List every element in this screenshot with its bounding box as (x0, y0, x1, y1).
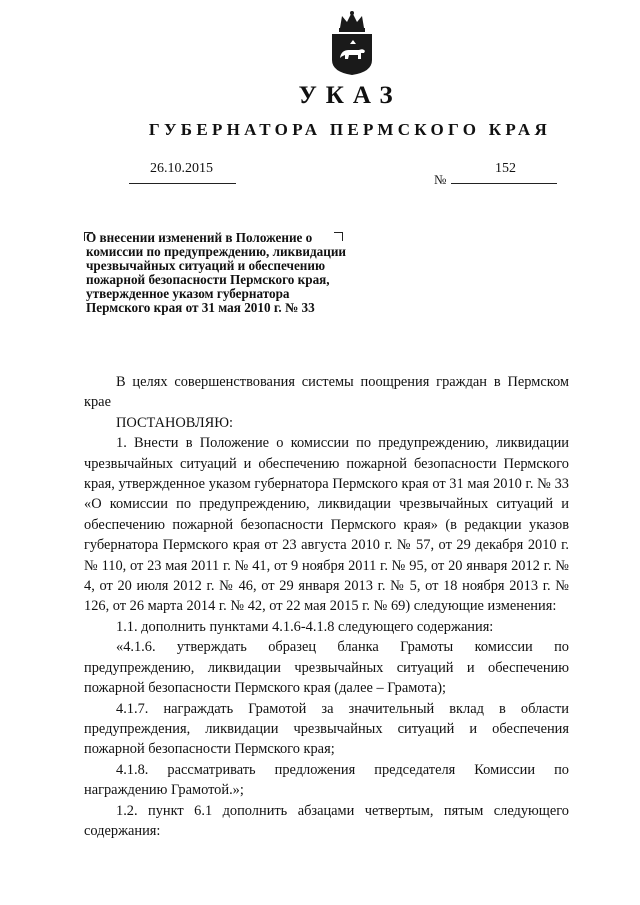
date-underline (129, 183, 236, 184)
document-body (84, 372, 569, 841)
intro-paragraph: В целях совершенствования системы поощрения граждан в Пермском крае (84, 374, 569, 411)
paragraph-4-1-8: 4.1.8. рассматривать предложения председателя Комиссии по награждению Грамотой.»; (84, 761, 569, 799)
paragraph-1: 1. Внести в Положение о комиссии по предупреждению, ликвидации чрезвычайных ситуаций и обеспечению пожарной безопасности Пермского края, утвержденное указом губернатора Пермского края от 31 мая 2010 г. № 33 «О комиссии по предупреждению, ликвидации чрезвычайных ситуаций и обеспечению пожарной безопасности Пермского края» (в редакции указов губернатора Пермского края от 23 августа 2010 г. № 57, от 29 декабря 2010 г. № 110, от 23 мая 2011 г. № 41, от 9 ноября 2011 г. № 95, от 20 января 2012 г. № 4, от 20 июля 2012 г. № 46, от 29 января 2013 г. № 5, от 18 ноября 2013 г. № 126, от 26 марта 2014 г. № 42, от 22 мая 2015 г. № 69) следующие изменения: (84, 435, 569, 615)
document-title: УКАЗ (298, 82, 402, 109)
document-date: 26.10.2015 (150, 161, 213, 176)
number-sign: № (434, 172, 447, 187)
paragraph-1-1: 1.1. дополнить пунктами 4.1.6-4.1.8 следующего содержания: (116, 618, 494, 635)
paragraph-1-2: 1.2. пункт 6.1 дополнить абзацами четвертым, пятым следующего содержания: (84, 802, 569, 839)
document-subtitle: ГУБЕРНАТОРА ПЕРМСКОГО КРАЯ (148, 120, 552, 139)
paragraph-4-1-6: «4.1.6. утверждать образец бланка Грамоты комиссии по предупреждению, ликвидации чрезвычайных ситуаций и обеспечению пожарной безопасности Пермского края (далее – Грамота); (84, 639, 569, 697)
number-underline (451, 183, 557, 184)
decree-word: ПОСТАНОВЛЯЮ: (116, 414, 234, 431)
document-heading: О внесении изменений в Положение о комиссии по предупреждению, ликвидации чрезвычайных ситуаций и обеспечению пожарной безопасности Пермского края, утвержденное указом губернатора Пермского края от 31 мая 2010 г. № 33 (86, 230, 347, 315)
document-number: 152 (495, 161, 516, 176)
coat-of-arms-icon (329, 10, 375, 76)
paragraph-4-1-7: 4.1.7. награждать Грамотой за значительный вклад в области предупреждения, ликвидации чрезвычайных ситуаций и обеспечения пожарной безопасности Пермского края; (84, 700, 569, 758)
